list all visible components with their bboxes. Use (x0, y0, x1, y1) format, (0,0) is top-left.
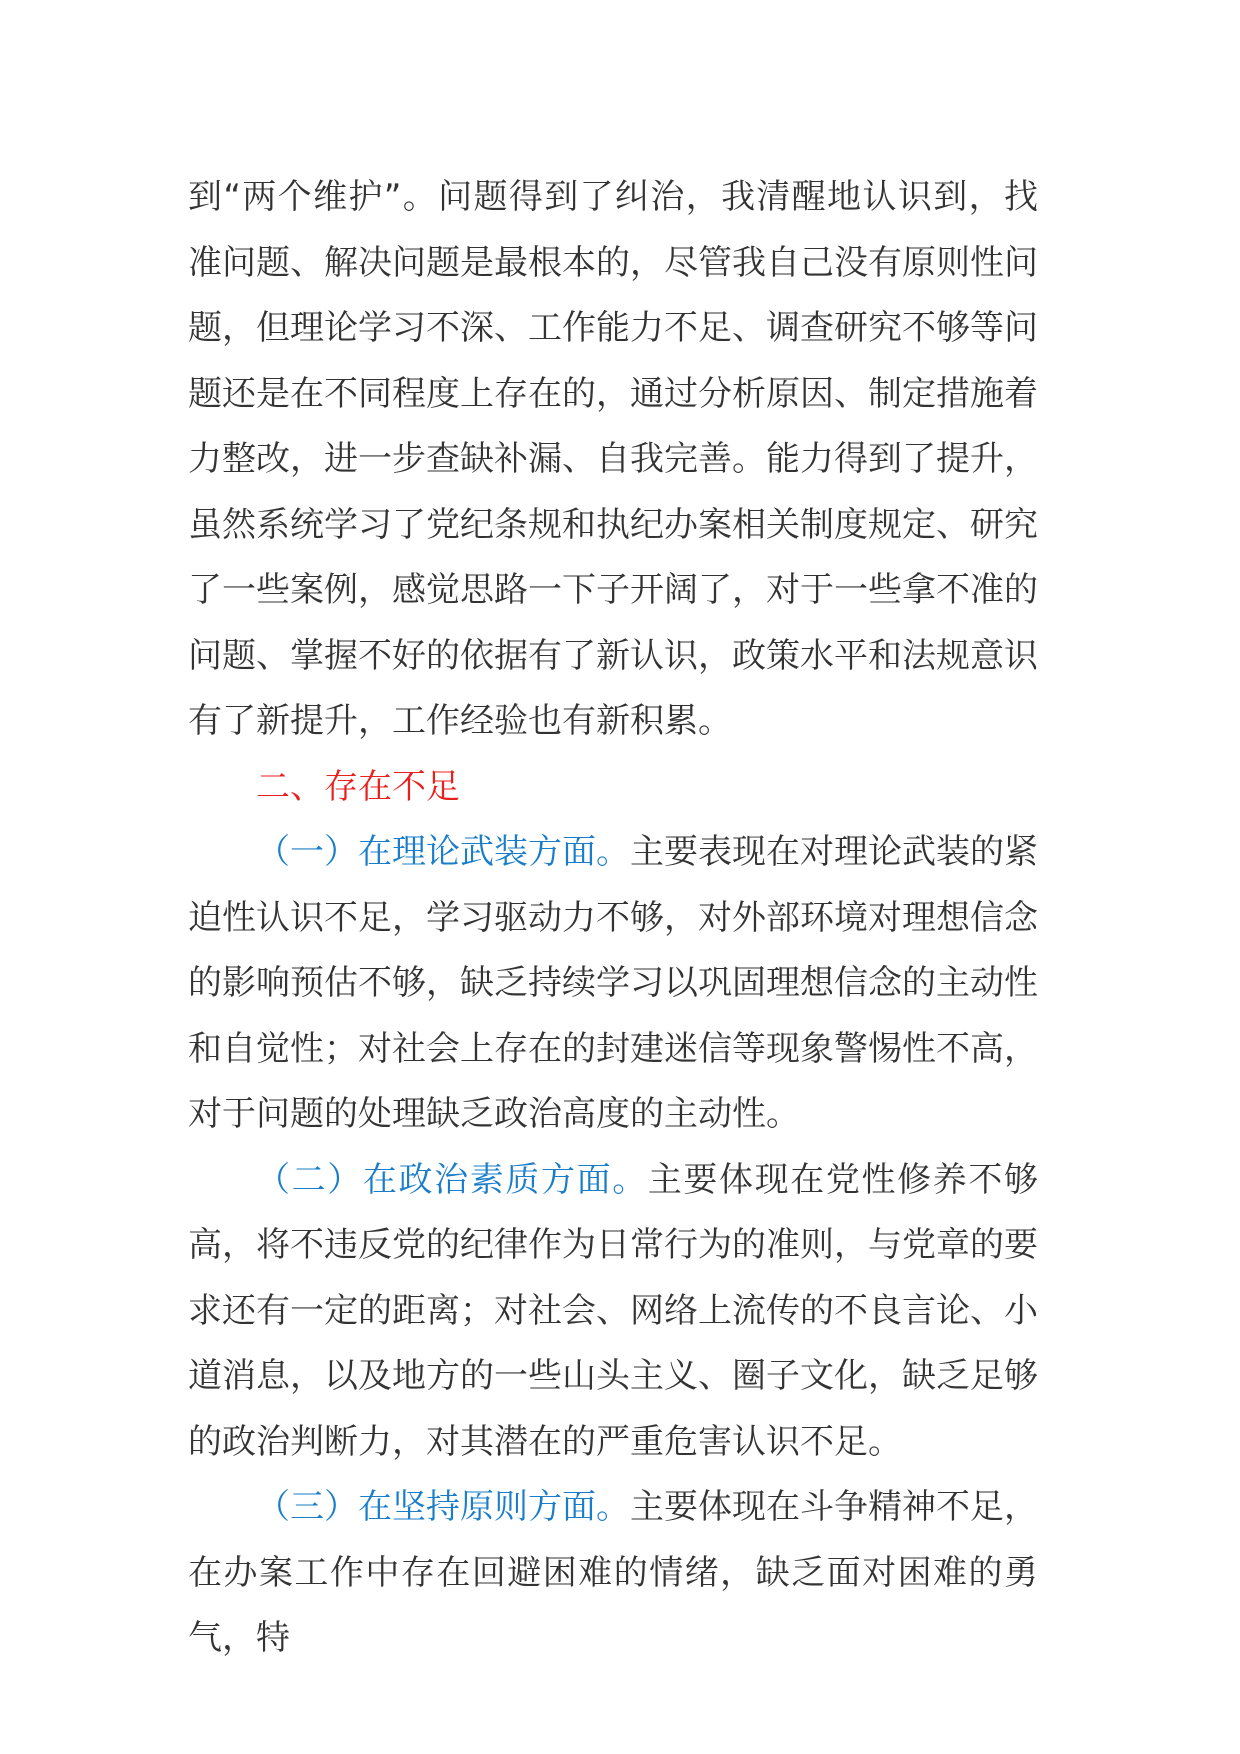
subsection-3-body: 主要体现在斗争精神不足，在办案工作中存在回避困难的情绪，缺乏面对困难的勇气，特 (188, 1487, 1038, 1658)
section-heading: 二、存在不足 (256, 766, 460, 807)
paragraph-continuation: 到“两个维护”。问题得到了纠治，我清醒地认识到，找准问题、解决问题是最根本的，尽管我自己没有原则性问题，但理论学习不深、工作能力不足、调查研究不够等问题还是在不同程度上存在的，通过分析原因、制定措施着力整改，进一步查缺补漏、自我完善。能力得到了提升，虽然系统学习了党纪条规和执纪办案相关制度规定、研究了一些案例，感觉思路一下子开阔了，对于一些拿不准的问题、掌握不好的依据有了新认识，政策水平和法规意识有了新提升，工作经验也有新积累。 (188, 177, 1038, 741)
subsection-1-body: 主要表现在对理论武装的紧迫性认识不足，学习驱动力不够，对外部环境对理想信念的影响预估不够，缺乏持续学习以巩固理想信念的主动性和自觉性；对社会上存在的封建迷信等现象警惕性不高，对于问题的处理缺乏政治高度的主动性。 (188, 832, 1038, 1134)
subsection-1-title: （一）在理论武装方面。 (256, 832, 630, 872)
document-page (188, 165, 1038, 1672)
subsection-3 (188, 1475, 1038, 1672)
subsection-2 (188, 1148, 1038, 1476)
subsection-2-body: 主要体现在党性修养不够高，将不违反党的纪律作为日常行为的准则，与党章的要求还有一定的距离；对社会、网络上流传的不良言论、小道消息，以及地方的一些山头主义、圈子文化，缺乏足够的政治判断力，对其潜在的严重危害认识不足。 (188, 1159, 1039, 1462)
subsection-3-title: （三）在坚持原则方面。 (256, 1487, 630, 1527)
subsection-1 (188, 820, 1038, 1148)
subsection-2-title: （二）在政治素质方面。 (256, 1159, 648, 1200)
